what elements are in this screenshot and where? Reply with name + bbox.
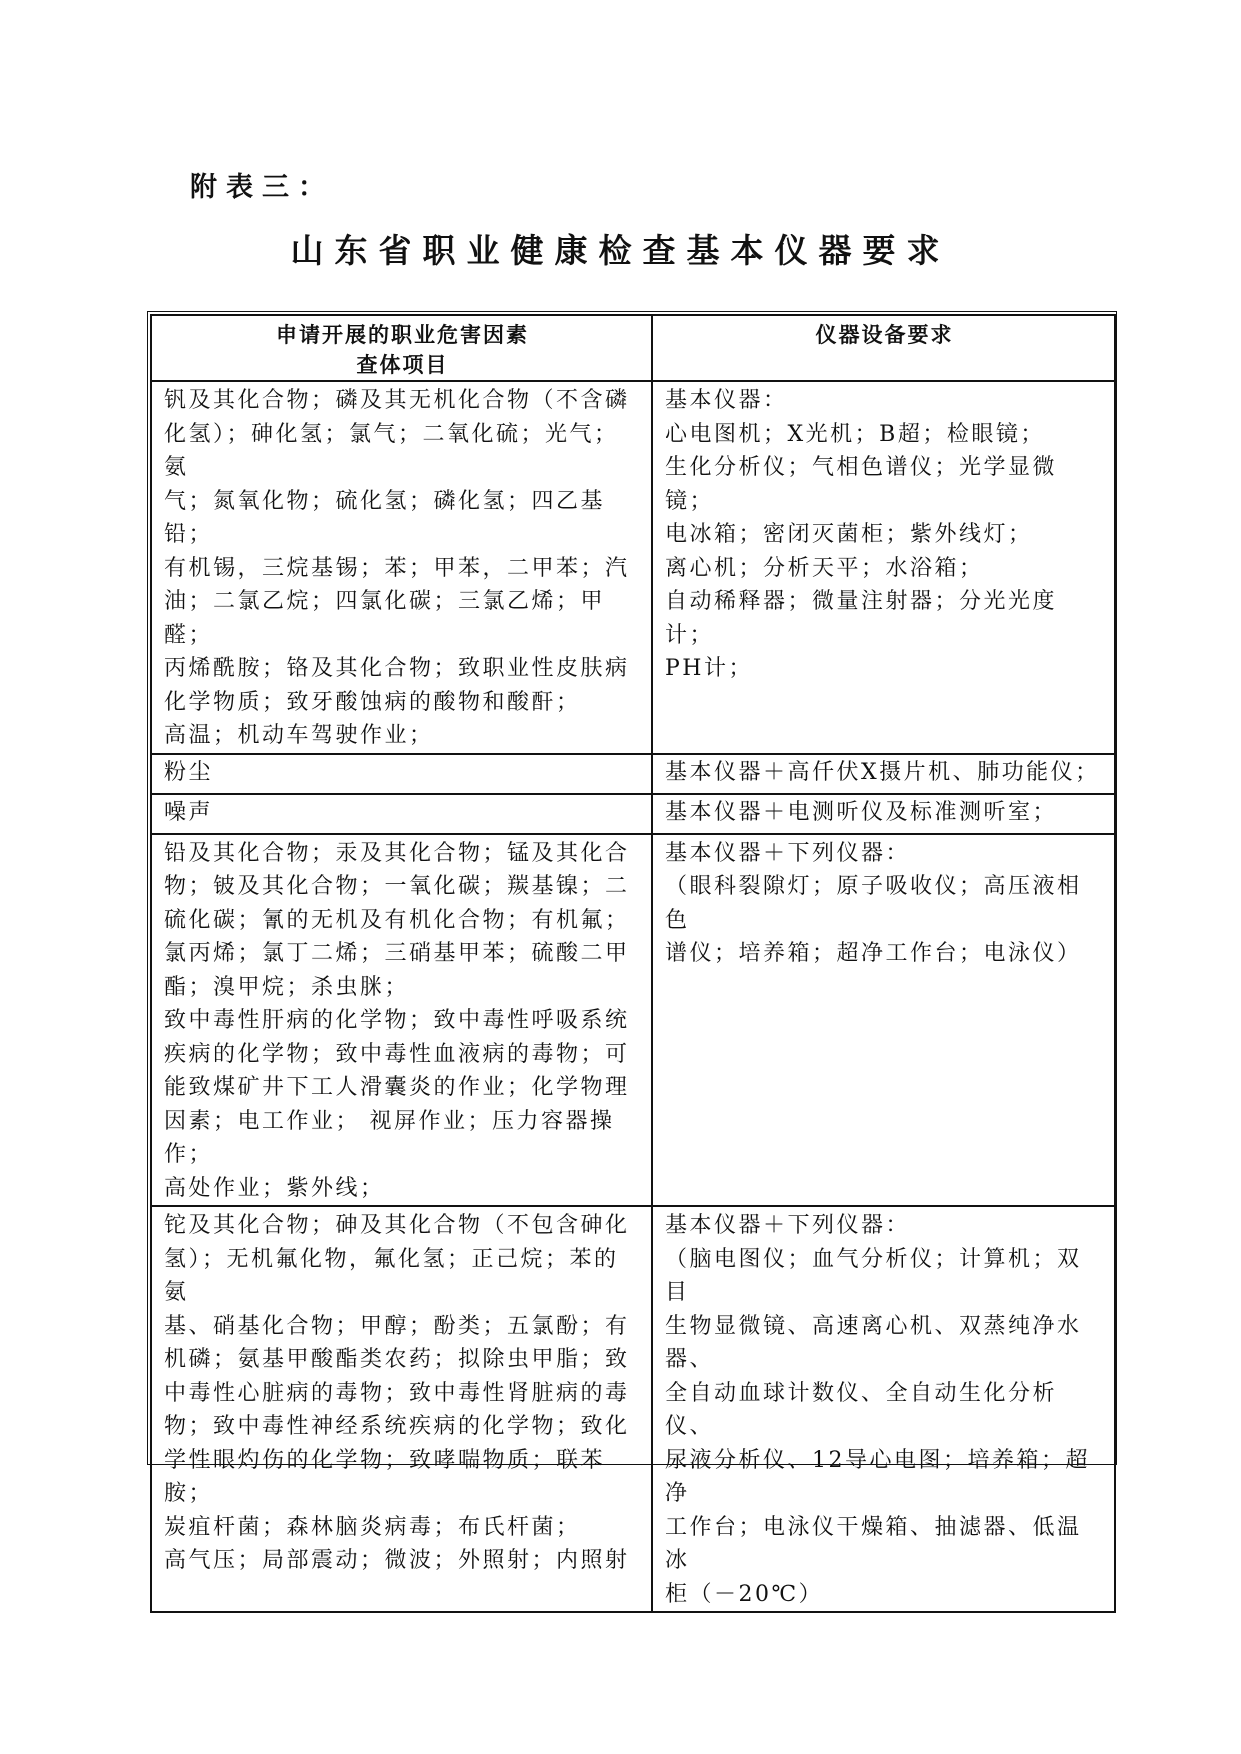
hazard-line: 因素；电工作业； 视屏作业；压力容器操作； xyxy=(164,1108,615,1167)
hazard-cell xyxy=(151,1206,652,1612)
equipment-line: 生物显微镜、高速离心机、双蒸纯净水器、 xyxy=(665,1313,1082,1372)
table-row xyxy=(151,1206,1115,1612)
equipment-cell xyxy=(652,1206,1115,1612)
hazard-line: 高温；机动车驾驶作业； xyxy=(164,723,434,748)
equipment-line: 离心机；分析天平；水浴箱； xyxy=(665,555,984,581)
equipment-cell xyxy=(652,754,1115,794)
table-row xyxy=(151,754,1115,794)
hazard-line: 化氢）；砷化氢；氯气；二氧化硫；光气；氨 xyxy=(164,421,619,480)
equipment-line: 自动稀释器；微量注射器；分光光度计； xyxy=(665,589,1058,648)
hazard-line: 机磷；氨基甲酸酯类农药；拟除虫甲脂；致 xyxy=(164,1347,630,1372)
equipment-cell xyxy=(652,794,1115,834)
hazard-line: 高处作业；紫外线； xyxy=(164,1175,385,1201)
hazard-line: 疾病的化学物；致中毒性血液病的毒物；可 xyxy=(164,1041,630,1067)
header-hazard-factors xyxy=(151,315,652,381)
hazard-line: 粉尘 xyxy=(164,759,214,785)
equipment-line: （脑电图仪；血气分析仪；计算机；双目 xyxy=(665,1246,1082,1305)
hazard-line: 致中毒性肝病的化学物；致中毒性呼吸系统 xyxy=(164,1008,630,1033)
table-row xyxy=(151,381,1115,754)
hazard-line: 钒及其化合物；磷及其无机化合物（不含磷 xyxy=(164,388,630,413)
hazard-line: 炭疽杆菌；森林脑炎病毒；布氏杆菌； xyxy=(164,1514,581,1540)
hazard-line: 物；铍及其化合物；一氧化碳；羰基镍；二 xyxy=(164,874,630,899)
hazard-line: 酯；溴甲烷；杀虫脒； xyxy=(164,974,410,1000)
equipment-line: 基本仪器＋下列仪器： xyxy=(665,1213,911,1238)
equipment-line: 谱仪；培养箱；超净工作台；电泳仪） xyxy=(665,941,1082,966)
hazard-line: 能致煤矿井下工人滑囊炎的作业；化学物理 xyxy=(164,1075,630,1100)
equipment-line: 柜（－20℃） xyxy=(665,1581,824,1607)
hazard-line: 基、硝基化合物；甲醇；酚类；五氯酚；有 xyxy=(164,1313,630,1339)
hazard-line: 气；氮氧化物；硫化氢；磷化氢；四乙基铅； xyxy=(164,488,606,547)
header-equipment-line: 仪器设备要求 xyxy=(815,323,954,347)
equipment-line: 基本仪器＋电测听仪及标准测听室； xyxy=(665,799,1058,825)
instrument-requirements-table xyxy=(150,314,1116,1613)
equipment-line: 生化分析仪；气相色谱仪；光学显微镜； xyxy=(665,455,1058,514)
document-title: 山东省职业健康检查基本仪器要求 xyxy=(290,231,951,270)
table-row xyxy=(151,834,1115,1207)
table-header-row xyxy=(151,315,1115,381)
hazard-cell xyxy=(151,794,652,834)
hazard-line: 油；二氯乙烷；四氯化碳；三氯乙烯；甲醛； xyxy=(164,589,606,648)
equipment-line: PH计； xyxy=(665,656,753,681)
equipment-cell xyxy=(652,381,1115,754)
hazard-line: 铊及其化合物；砷及其化合物（不包含砷化 xyxy=(164,1213,630,1238)
hazard-line: 氯丙烯；氯丁二烯；三硝基甲苯；硫酸二甲 xyxy=(164,941,630,966)
equipment-cell xyxy=(652,834,1115,1207)
hazard-line: 中毒性心脏病的毒物；致中毒性肾脏病的毒 xyxy=(164,1380,630,1406)
header-hazard-line: 申请开展的职业危害因素 xyxy=(276,323,529,347)
hazard-line: 丙烯酰胺；铬及其化合物；致职业性皮肤病 xyxy=(164,656,630,681)
equipment-line: 基本仪器＋高仟伏X摄片机、肺功能仪； xyxy=(665,759,1100,785)
hazard-cell xyxy=(151,381,652,754)
hazard-line: 噪声 xyxy=(164,799,214,825)
equipment-line: 电冰箱；密闭灭菌柜；紫外线灯； xyxy=(665,522,1033,547)
equipment-line: （眼科裂隙灯；原子吸收仪；高压液相色 xyxy=(665,874,1082,933)
header-equipment-requirements xyxy=(652,315,1115,381)
hazard-line: 铅及其化合物；汞及其化合物；锰及其化合 xyxy=(164,840,630,866)
equipment-line: 基本仪器： xyxy=(665,388,788,413)
hazard-line: 有机锡，三烷基锡；苯；甲苯，二甲苯；汽 xyxy=(164,555,630,581)
equipment-line: 心电图机；X光机；B超；检眼镜； xyxy=(665,421,1045,447)
hazard-cell xyxy=(151,834,652,1207)
table-row xyxy=(151,794,1115,834)
annex-label: 附表三： xyxy=(190,172,334,203)
equipment-line: 全自动血球计数仪、全自动生化分析仪、 xyxy=(665,1380,1058,1439)
hazard-line: 氢）；无机氟化物，氟化氢；正己烷；苯的氨 xyxy=(164,1246,619,1305)
hazard-line: 学性眼灼伤的化学物；致哮喘物质；联苯胺； xyxy=(164,1447,606,1506)
hazard-line: 物；致中毒性神经系统疾病的化学物；致化 xyxy=(164,1414,630,1439)
hazard-cell xyxy=(151,754,652,794)
equipment-line: 尿液分析仪、12导心电图；培养箱；超净 xyxy=(665,1447,1090,1506)
equipment-line: 工作台；电泳仪干燥箱、抽滤器、低温冰 xyxy=(665,1514,1082,1573)
hazard-line: 化学物质；致牙酸蚀病的酸物和酸酐； xyxy=(164,689,581,715)
hazard-line: 高气压；局部震动；微波；外照射；内照射 xyxy=(164,1548,630,1573)
hazard-line: 硫化碳；氰的无机及有机化合物；有机氟； xyxy=(164,907,630,933)
header-hazard-line: 查体项目 xyxy=(356,353,449,377)
equipment-line: 基本仪器＋下列仪器： xyxy=(665,840,911,866)
